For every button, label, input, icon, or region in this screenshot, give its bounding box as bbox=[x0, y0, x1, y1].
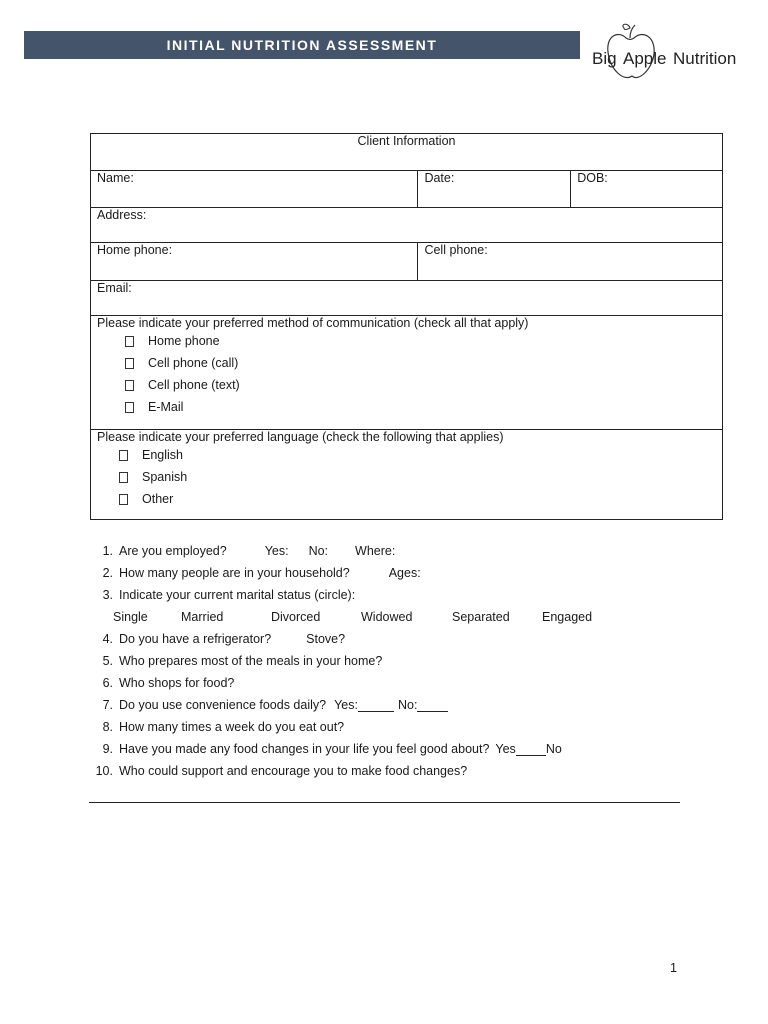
question-6 bbox=[90, 672, 730, 694]
option-label: English bbox=[142, 448, 183, 462]
communication-section bbox=[91, 316, 723, 430]
home-phone-label: Home phone: bbox=[97, 243, 173, 257]
comm-option-cell-call[interactable] bbox=[97, 352, 716, 374]
option-label: Home phone bbox=[148, 334, 220, 348]
question-text: Who could support and encourage you to make food changes? bbox=[119, 764, 468, 778]
option-label: E-Mail bbox=[148, 400, 184, 414]
option-label: Spanish bbox=[142, 470, 188, 484]
yes-label: Yes: bbox=[334, 698, 358, 712]
checkbox[interactable] bbox=[125, 380, 134, 391]
date-field[interactable] bbox=[418, 171, 571, 208]
dob-field[interactable] bbox=[571, 171, 723, 208]
home-phone-field[interactable] bbox=[91, 243, 418, 281]
question-text: Who shops for food? bbox=[119, 676, 235, 690]
address-field[interactable] bbox=[91, 208, 723, 243]
header-bar bbox=[24, 31, 580, 59]
lang-option-spanish[interactable] bbox=[97, 466, 716, 488]
question-text: Indicate your current marital status (circle): bbox=[119, 588, 356, 602]
question-10 bbox=[90, 760, 730, 782]
name-label: Name: bbox=[97, 171, 134, 185]
ages-label: Ages: bbox=[388, 566, 421, 580]
comm-option-email[interactable] bbox=[97, 396, 716, 418]
question-1 bbox=[90, 540, 730, 562]
question-text: Who prepares most of the meals in your home? bbox=[119, 654, 383, 668]
question-text: How many people are in your household? bbox=[119, 566, 350, 580]
yes-label: Yes: bbox=[264, 544, 289, 558]
questions-list bbox=[90, 540, 730, 782]
page-title: INITIAL NUTRITION ASSESSMENT bbox=[166, 37, 438, 53]
cell-phone-label: Cell phone: bbox=[424, 243, 488, 257]
question-number: 2. bbox=[102, 566, 113, 580]
question-2 bbox=[90, 562, 730, 584]
question-number: 7. bbox=[102, 698, 113, 712]
question-7 bbox=[90, 694, 730, 716]
marital-option[interactable]: Separated bbox=[452, 610, 510, 624]
question-number: 9. bbox=[102, 742, 113, 756]
marital-options bbox=[90, 606, 730, 628]
checkbox[interactable] bbox=[125, 358, 134, 369]
question-text: Have you made any food changes in your life you feel good about? bbox=[119, 742, 490, 756]
checkbox[interactable] bbox=[119, 472, 128, 483]
language-prompt: Please indicate your preferred language (check the following that applies) bbox=[97, 430, 504, 444]
logo-word-apple: Apple bbox=[623, 49, 667, 68]
stove-label: Stove? bbox=[306, 632, 346, 646]
question-number: 1. bbox=[102, 544, 113, 558]
marital-option[interactable]: Married bbox=[181, 610, 224, 624]
no-label: No bbox=[545, 742, 562, 756]
question-5 bbox=[90, 650, 730, 672]
email-label: Email: bbox=[97, 281, 132, 295]
no-blank[interactable] bbox=[417, 699, 448, 712]
email-field[interactable] bbox=[91, 281, 723, 316]
logo-word-big: Big bbox=[592, 49, 617, 68]
logo bbox=[590, 20, 750, 84]
page-number: 1 bbox=[670, 961, 677, 975]
client-info-table bbox=[90, 133, 723, 520]
question-number: 6. bbox=[102, 676, 113, 690]
marital-option[interactable]: Divorced bbox=[271, 610, 321, 624]
question-text: How many times a week do you eat out? bbox=[119, 720, 345, 734]
client-info-title: Client Information bbox=[91, 134, 723, 171]
answer-line[interactable] bbox=[89, 802, 680, 803]
logo-word-nutrition: Nutrition bbox=[673, 49, 737, 68]
question-number: 3. bbox=[102, 588, 113, 602]
marital-option[interactable]: Widowed bbox=[361, 610, 413, 624]
question-text: Do you use convenience foods daily? bbox=[119, 698, 327, 712]
marital-option[interactable]: Single bbox=[113, 610, 148, 624]
no-label: No: bbox=[308, 544, 329, 558]
checkbox[interactable] bbox=[119, 450, 128, 461]
option-label: Cell phone (call) bbox=[148, 356, 239, 370]
question-9 bbox=[90, 738, 730, 760]
checkbox[interactable] bbox=[125, 402, 134, 413]
checkbox[interactable] bbox=[119, 494, 128, 505]
no-label: No: bbox=[397, 698, 418, 712]
date-label: Date: bbox=[424, 171, 455, 185]
cell-phone-field[interactable] bbox=[418, 243, 723, 281]
option-label: Cell phone (text) bbox=[148, 378, 240, 392]
yes-no-blank[interactable] bbox=[516, 743, 546, 756]
lang-option-other[interactable] bbox=[97, 488, 716, 510]
checkbox[interactable] bbox=[125, 336, 134, 347]
question-number: 5. bbox=[102, 654, 113, 668]
question-text: Are you employed? bbox=[119, 544, 227, 558]
option-label: Other bbox=[142, 492, 174, 506]
lang-option-english[interactable] bbox=[97, 444, 716, 466]
question-4 bbox=[90, 628, 730, 650]
comm-option-cell-text[interactable] bbox=[97, 374, 716, 396]
question-8 bbox=[90, 716, 730, 738]
where-label: Where: bbox=[355, 544, 396, 558]
question-3 bbox=[90, 584, 730, 606]
marital-option[interactable]: Engaged bbox=[542, 610, 593, 624]
yes-label: Yes bbox=[495, 742, 516, 756]
dob-label: DOB: bbox=[577, 171, 608, 185]
question-text: Do you have a refrigerator? bbox=[119, 632, 272, 646]
address-label: Address: bbox=[97, 208, 147, 222]
comm-option-home-phone[interactable] bbox=[97, 330, 716, 352]
question-number: 8. bbox=[102, 720, 113, 734]
question-number: 4. bbox=[102, 632, 113, 646]
question-number: 10. bbox=[95, 764, 113, 778]
name-field[interactable] bbox=[91, 171, 418, 208]
communication-prompt: Please indicate your preferred method of communication (check all that apply) bbox=[97, 316, 529, 330]
language-section bbox=[91, 430, 723, 520]
yes-blank[interactable] bbox=[358, 699, 394, 712]
